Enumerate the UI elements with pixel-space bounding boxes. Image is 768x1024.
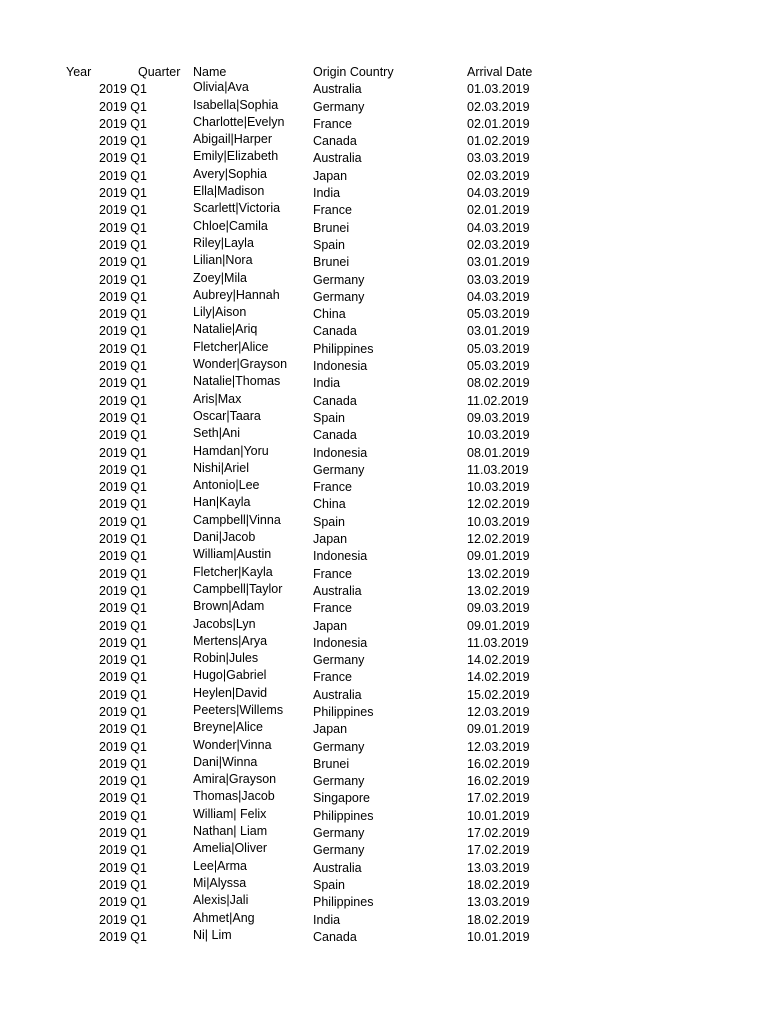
cell-arrival-date: 11.02.2019: [467, 393, 529, 408]
cell-arrival-date: 18.02.2019: [467, 912, 530, 927]
table-row: [0, 150, 768, 167]
cell-year-quarter: 2019 Q1: [99, 151, 147, 166]
cell-name: Nathan| Liam: [193, 824, 268, 839]
cell-origin-country: France: [313, 480, 352, 495]
cell-name: Avery|Sophia: [193, 166, 267, 181]
table-row: [0, 445, 768, 462]
cell-origin-country: Australia: [313, 151, 362, 166]
cell-arrival-date: 08.01.2019: [467, 445, 530, 460]
cell-arrival-date: 04.03.2019: [467, 289, 530, 304]
cell-name: Thomas|Jacob: [193, 789, 275, 804]
cell-year-quarter: 2019 Q1: [99, 566, 147, 581]
cell-arrival-date: 13.02.2019: [467, 566, 530, 581]
table-row: [0, 687, 768, 704]
cell-arrival-date: 12.02.2019: [467, 532, 530, 547]
cell-arrival-date: 16.02.2019: [467, 774, 530, 789]
cell-name: Breyne|Alice: [193, 720, 263, 735]
cell-arrival-date: 14.02.2019: [467, 653, 530, 668]
cell-name: Ella|Madison: [193, 184, 265, 199]
cell-origin-country: Spain: [313, 410, 345, 425]
cell-origin-country: Germany: [313, 289, 365, 304]
cell-name: Olivia|Ava: [193, 80, 249, 95]
table-row: [0, 721, 768, 738]
cell-year-quarter: 2019 Q1: [99, 635, 147, 650]
cell-origin-country: Indonesia: [313, 635, 368, 650]
cell-year-quarter: 2019 Q1: [99, 480, 147, 495]
cell-origin-country: Indonesia: [313, 445, 368, 460]
cell-year-quarter: 2019 Q1: [99, 272, 147, 287]
cell-origin-country: France: [313, 116, 352, 131]
cell-arrival-date: 03.01.2019: [467, 255, 530, 270]
cell-name: Wonder|Vinna: [193, 737, 272, 752]
cell-origin-country: France: [313, 203, 352, 218]
cell-origin-country: Japan: [313, 618, 348, 633]
cell-origin-country: Spain: [313, 877, 345, 892]
cell-year-quarter: 2019 Q1: [99, 324, 147, 339]
table-row: [0, 894, 768, 911]
cell-arrival-date: 01.03.2019: [467, 82, 530, 97]
cell-arrival-date: 02.03.2019: [467, 168, 530, 183]
cell-origin-country: Canada: [313, 428, 357, 443]
table-row: [0, 479, 768, 496]
cell-year-quarter: 2019 Q1: [99, 289, 147, 304]
cell-arrival-date: 04.03.2019: [467, 186, 530, 201]
cell-origin-country: Germany: [313, 462, 365, 477]
cell-name: Nishi|Ariel: [193, 460, 250, 475]
cell-name: Dani|Jacob: [193, 530, 256, 545]
cell-origin-country: China: [313, 497, 346, 512]
table-row: [0, 618, 768, 635]
table-row: [0, 773, 768, 790]
cell-year-quarter: 2019 Q1: [99, 410, 147, 425]
cell-name: Antonio|Lee: [193, 478, 260, 493]
cell-name: Ahmet|Ang: [193, 910, 255, 925]
cell-arrival-date: 02.01.2019: [467, 116, 530, 131]
table-row: [0, 496, 768, 513]
cell-arrival-date: 10.01.2019: [467, 808, 530, 823]
cell-origin-country: Japan: [313, 168, 348, 183]
table-row: [0, 289, 768, 306]
cell-name: Fletcher|Alice: [193, 339, 269, 354]
table-row: [0, 669, 768, 686]
cell-year-quarter: 2019 Q1: [99, 583, 147, 598]
cell-year-quarter: 2019 Q1: [99, 220, 147, 235]
cell-year-quarter: 2019 Q1: [99, 186, 147, 201]
cell-arrival-date: 13.03.2019: [467, 860, 530, 875]
cell-origin-country: Japan: [313, 722, 348, 737]
cell-year-quarter: 2019 Q1: [99, 877, 147, 892]
cell-arrival-date: 04.03.2019: [467, 220, 530, 235]
cell-arrival-date: 17.02.2019: [467, 843, 530, 858]
cell-arrival-date: 13.02.2019: [467, 583, 530, 598]
cell-year-quarter: 2019 Q1: [99, 307, 147, 322]
cell-origin-country: Germany: [313, 653, 365, 668]
cell-arrival-date: 12.02.2019: [467, 497, 530, 512]
cell-origin-country: India: [313, 186, 341, 201]
cell-arrival-date: 03.03.2019: [467, 151, 530, 166]
cell-year-quarter: 2019 Q1: [99, 670, 147, 685]
cell-year-quarter: 2019 Q1: [99, 341, 147, 356]
cell-year-quarter: 2019 Q1: [99, 445, 147, 460]
cell-arrival-date: 14.02.2019: [467, 670, 530, 685]
cell-origin-country: France: [313, 566, 352, 581]
cell-origin-country: India: [313, 912, 341, 927]
cell-name: Abigail|Harper: [193, 132, 272, 147]
cell-name: William|Austin: [193, 547, 272, 562]
cell-name: Emily|Elizabeth: [193, 149, 279, 164]
cell-year-quarter: 2019 Q1: [99, 376, 147, 391]
cell-origin-country: Spain: [313, 237, 345, 252]
cell-arrival-date: 03.03.2019: [467, 272, 530, 287]
table-row: [0, 202, 768, 219]
table-row: [0, 583, 768, 600]
cell-name: Aubrey|Hannah: [193, 287, 280, 302]
cell-name: Campbell|Vinna: [193, 512, 281, 527]
cell-origin-country: Philippines: [313, 704, 374, 719]
cell-year-quarter: 2019 Q1: [99, 549, 147, 564]
cell-year-quarter: 2019 Q1: [99, 359, 147, 374]
cell-name: Robin|Jules: [193, 651, 259, 666]
table-row: [0, 635, 768, 652]
cell-origin-country: Germany: [313, 99, 365, 114]
cell-arrival-date: 18.02.2019: [467, 877, 530, 892]
table-row: [0, 860, 768, 877]
cell-origin-country: Brunei: [313, 255, 350, 270]
table-row: [0, 358, 768, 375]
cell-name: Zoey|Mila: [193, 270, 247, 285]
cell-year-quarter: 2019 Q1: [99, 428, 147, 443]
cell-origin-country: Brunei: [313, 756, 350, 771]
table-row: [0, 133, 768, 150]
cell-origin-country: France: [313, 670, 352, 685]
table-row: [0, 427, 768, 444]
cell-year-quarter: 2019 Q1: [99, 791, 147, 806]
table-row: [0, 531, 768, 548]
cell-origin-country: Canada: [313, 324, 357, 339]
cell-year-quarter: 2019 Q1: [99, 116, 147, 131]
cell-arrival-date: 08.02.2019: [467, 376, 530, 391]
cell-arrival-date: 05.03.2019: [467, 359, 530, 374]
table-row: [0, 375, 768, 392]
cell-year-quarter: 2019 Q1: [99, 687, 147, 702]
cell-origin-country: France: [313, 601, 352, 616]
cell-name: Ni| Lim: [193, 927, 232, 942]
cell-arrival-date: 17.02.2019: [467, 826, 530, 841]
table-row: [0, 704, 768, 721]
cell-name: Hamdan|Yoru: [193, 443, 269, 458]
cell-origin-country: Germany: [313, 739, 365, 754]
table-body: [0, 81, 768, 946]
cell-name: Wonder|Grayson: [193, 357, 288, 372]
cell-name: William| Felix: [193, 806, 267, 821]
table-row: [0, 652, 768, 669]
cell-name: Riley|Layla: [193, 235, 254, 250]
cell-year-quarter: 2019 Q1: [99, 203, 147, 218]
cell-year-quarter: 2019 Q1: [99, 393, 147, 408]
cell-origin-country: Australia: [313, 860, 362, 875]
spreadsheet-table: [0, 64, 768, 946]
cell-name: Amelia|Oliver: [193, 841, 268, 856]
cell-name: Brown|Adam: [193, 599, 265, 614]
cell-arrival-date: 02.01.2019: [467, 203, 530, 218]
cell-name: Jacobs|Lyn: [193, 616, 256, 631]
cell-arrival-date: 10.01.2019: [467, 929, 530, 944]
table-row: [0, 116, 768, 133]
table-row: [0, 912, 768, 929]
cell-name: Lily|Aison: [193, 305, 247, 320]
cell-origin-country: Philippines: [313, 808, 374, 823]
cell-name: Chloe|Camila: [193, 218, 268, 233]
cell-year-quarter: 2019 Q1: [99, 808, 147, 823]
table-row: [0, 462, 768, 479]
cell-arrival-date: 15.02.2019: [467, 687, 530, 702]
table-row: [0, 237, 768, 254]
cell-year-quarter: 2019 Q1: [99, 82, 147, 97]
cell-origin-country: Indonesia: [313, 359, 368, 374]
table-row: [0, 739, 768, 756]
cell-name: Heylen|David: [193, 685, 268, 700]
cell-arrival-date: 10.03.2019: [467, 514, 530, 529]
cell-name: Natalie|Ariq: [193, 322, 258, 337]
header-row: [0, 64, 768, 81]
cell-year-quarter: 2019 Q1: [99, 168, 147, 183]
cell-origin-country: China: [313, 307, 346, 322]
cell-name: Mertens|Arya: [193, 633, 268, 648]
table-row: [0, 323, 768, 340]
cell-name: Scarlett|Victoria: [193, 201, 281, 216]
cell-arrival-date: 09.03.2019: [467, 410, 530, 425]
cell-name: Peeters|Willems: [193, 702, 284, 717]
cell-origin-country: Germany: [313, 272, 365, 287]
cell-name: Dani|Winna: [193, 754, 258, 769]
cell-arrival-date: 16.02.2019: [467, 756, 530, 771]
table-row: [0, 825, 768, 842]
cell-arrival-date: 10.03.2019: [467, 480, 530, 495]
table-row: [0, 341, 768, 358]
cell-arrival-date: 05.03.2019: [467, 307, 530, 322]
cell-origin-country: Australia: [313, 687, 362, 702]
table-row: [0, 877, 768, 894]
cell-year-quarter: 2019 Q1: [99, 929, 147, 944]
cell-origin-country: Philippines: [313, 895, 374, 910]
cell-name: Han|Kayla: [193, 495, 251, 510]
cell-origin-country: Canada: [313, 393, 357, 408]
header-name: Name: [193, 65, 227, 79]
cell-year-quarter: 2019 Q1: [99, 774, 147, 789]
table-row: [0, 168, 768, 185]
cell-name: Campbell|Taylor: [193, 581, 283, 596]
header-quarter: Quarter: [138, 65, 181, 79]
cell-arrival-date: 02.03.2019: [467, 237, 530, 252]
header-arrival-date: Arrival Date: [467, 65, 533, 79]
table-row: [0, 929, 768, 946]
cell-year-quarter: 2019 Q1: [99, 756, 147, 771]
cell-name: Mi|Alyssa: [193, 875, 247, 890]
cell-year-quarter: 2019 Q1: [99, 514, 147, 529]
cell-name: Aris|Max: [193, 391, 242, 406]
cell-arrival-date: 11.03.2019: [467, 462, 529, 477]
cell-origin-country: Brunei: [313, 220, 350, 235]
cell-origin-country: Germany: [313, 826, 365, 841]
table-row: [0, 842, 768, 859]
table-row: [0, 81, 768, 98]
cell-origin-country: Japan: [313, 532, 348, 547]
cell-name: Lee|Arma: [193, 858, 247, 873]
table-row: [0, 272, 768, 289]
cell-arrival-date: 09.01.2019: [467, 618, 530, 633]
table-row: [0, 185, 768, 202]
cell-origin-country: Canada: [313, 929, 357, 944]
cell-year-quarter: 2019 Q1: [99, 826, 147, 841]
table-row: [0, 254, 768, 271]
cell-year-quarter: 2019 Q1: [99, 843, 147, 858]
cell-name: Seth|Ani: [193, 426, 241, 441]
cell-origin-country: India: [313, 376, 341, 391]
cell-year-quarter: 2019 Q1: [99, 704, 147, 719]
cell-arrival-date: 09.01.2019: [467, 549, 530, 564]
table-row: [0, 790, 768, 807]
cell-origin-country: Germany: [313, 774, 365, 789]
cell-name: Natalie|Thomas: [193, 374, 281, 389]
cell-year-quarter: 2019 Q1: [99, 462, 147, 477]
cell-name: Hugo|Gabriel: [193, 668, 267, 683]
table-row: [0, 548, 768, 565]
cell-name: Isabella|Sophia: [193, 97, 279, 112]
cell-year-quarter: 2019 Q1: [99, 237, 147, 252]
cell-origin-country: Australia: [313, 583, 362, 598]
table-row: [0, 393, 768, 410]
cell-year-quarter: 2019 Q1: [99, 860, 147, 875]
cell-year-quarter: 2019 Q1: [99, 895, 147, 910]
cell-arrival-date: 11.03.2019: [467, 635, 529, 650]
cell-year-quarter: 2019 Q1: [99, 134, 147, 149]
cell-arrival-date: 02.03.2019: [467, 99, 530, 114]
cell-arrival-date: 05.03.2019: [467, 341, 530, 356]
cell-arrival-date: 12.03.2019: [467, 739, 530, 754]
table-row: [0, 306, 768, 323]
cell-year-quarter: 2019 Q1: [99, 618, 147, 633]
cell-origin-country: Germany: [313, 843, 365, 858]
cell-year-quarter: 2019 Q1: [99, 601, 147, 616]
cell-arrival-date: 09.01.2019: [467, 722, 530, 737]
cell-origin-country: Singapore: [313, 791, 370, 806]
cell-arrival-date: 09.03.2019: [467, 601, 530, 616]
table-row: [0, 600, 768, 617]
table-row: [0, 808, 768, 825]
table-row: [0, 566, 768, 583]
cell-origin-country: Indonesia: [313, 549, 368, 564]
cell-arrival-date: 01.02.2019: [467, 134, 530, 149]
table-row: [0, 99, 768, 116]
cell-year-quarter: 2019 Q1: [99, 739, 147, 754]
cell-year-quarter: 2019 Q1: [99, 99, 147, 114]
cell-arrival-date: 10.03.2019: [467, 428, 530, 443]
cell-year-quarter: 2019 Q1: [99, 255, 147, 270]
cell-year-quarter: 2019 Q1: [99, 532, 147, 547]
table-row: [0, 410, 768, 427]
cell-origin-country: Canada: [313, 134, 357, 149]
cell-arrival-date: 03.01.2019: [467, 324, 530, 339]
cell-origin-country: Australia: [313, 82, 362, 97]
header-origin-country: Origin Country: [313, 65, 394, 79]
table-row: [0, 220, 768, 237]
cell-name: Charlotte|Evelyn: [193, 114, 285, 129]
cell-arrival-date: 13.03.2019: [467, 895, 530, 910]
cell-origin-country: Spain: [313, 514, 345, 529]
table-row: [0, 756, 768, 773]
header-year: Year: [66, 65, 92, 79]
cell-year-quarter: 2019 Q1: [99, 497, 147, 512]
cell-arrival-date: 12.03.2019: [467, 704, 530, 719]
cell-year-quarter: 2019 Q1: [99, 912, 147, 927]
cell-name: Lilian|Nora: [193, 253, 253, 268]
cell-name: Amira|Grayson: [193, 772, 277, 787]
cell-origin-country: Philippines: [313, 341, 374, 356]
cell-arrival-date: 17.02.2019: [467, 791, 530, 806]
cell-name: Oscar|Taara: [193, 408, 261, 423]
cell-name: Alexis|Jali: [193, 893, 249, 908]
cell-year-quarter: 2019 Q1: [99, 722, 147, 737]
cell-year-quarter: 2019 Q1: [99, 653, 147, 668]
table-row: [0, 514, 768, 531]
cell-name: Fletcher|Kayla: [193, 564, 273, 579]
